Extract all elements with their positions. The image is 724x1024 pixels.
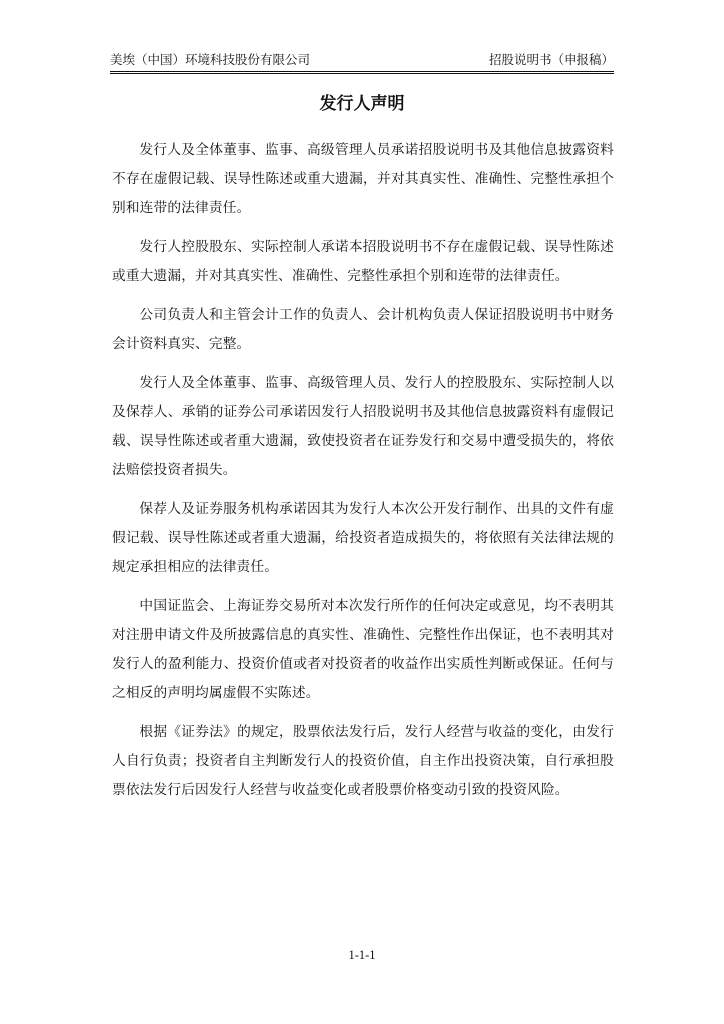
paragraph-4: 发行人及全体董事、监事、高级管理人员、发行人的控股股东、实际控制人以及保荐人、承销的证券公司承诺因发行人招股说明书及其他信息披露资料有虚假记载、误导性陈述或者重大遗漏，致使投资者在证券发行和交易中遭受损失的，将依法赔偿投资者损失。	[112, 375, 614, 478]
paragraph-1: 发行人及全体董事、监事、高级管理人员承诺招股说明书及其他信息披露资料不存在虚假记载、误导性陈述或重大遗漏，并对其真实性、准确性、完整性承担个别和连带的法律责任。	[112, 142, 614, 216]
header-rule	[110, 71, 614, 72]
page-header	[110, 50, 614, 70]
header-rule-double	[110, 73, 614, 74]
paragraph-3: 公司负责人和主管会计工作的负责人、会计机构负责人保证招股说明书中财务会计资料真实、完整。	[112, 307, 614, 352]
paragraph-6: 中国证监会、上海证券交易所对本次发行所作的任何决定或意见，均不表明其对注册申请文件及所披露信息的真实性、准确性、完整性作出保证，也不表明其对发行人的盈利能力、投资价值或者对投资者的收益作出实质性判断或保证。任何与之相反的声明均属虚假不实陈述。	[112, 598, 614, 701]
declaration-body	[112, 136, 614, 815]
paragraph-2: 发行人控股股东、实际控制人承诺本招股说明书不存在虚假记载、误导性陈述或重大遗漏，并对其真实性、准确性、完整性承担个别和连带的法律责任。	[112, 239, 614, 284]
header-document-title: 招股说明书（申报稿）	[488, 52, 614, 67]
paragraph-7: 根据《证券法》的规定，股票依法发行后，发行人经营与收益的变化，由发行人自行负责；投资者自主判断发行人的投资价值，自主作出投资决策，自行承担股票依法发行后因发行人经营与收益变化或者股票价格变动引致的投资风险。	[112, 724, 614, 798]
page-number: 1-1-1	[348, 948, 376, 962]
header-company-name: 美埃（中国）环境科技股份有限公司	[110, 52, 311, 67]
paragraph-5: 保荐人及证券服务机构承诺因其为发行人本次公开发行制作、出具的文件有虚假记载、误导性陈述或者重大遗漏，给投资者造成损失的，将依照有关法律法规的规定承担相应的法律责任。	[112, 501, 614, 575]
page-title: 发行人声明	[319, 94, 405, 114]
